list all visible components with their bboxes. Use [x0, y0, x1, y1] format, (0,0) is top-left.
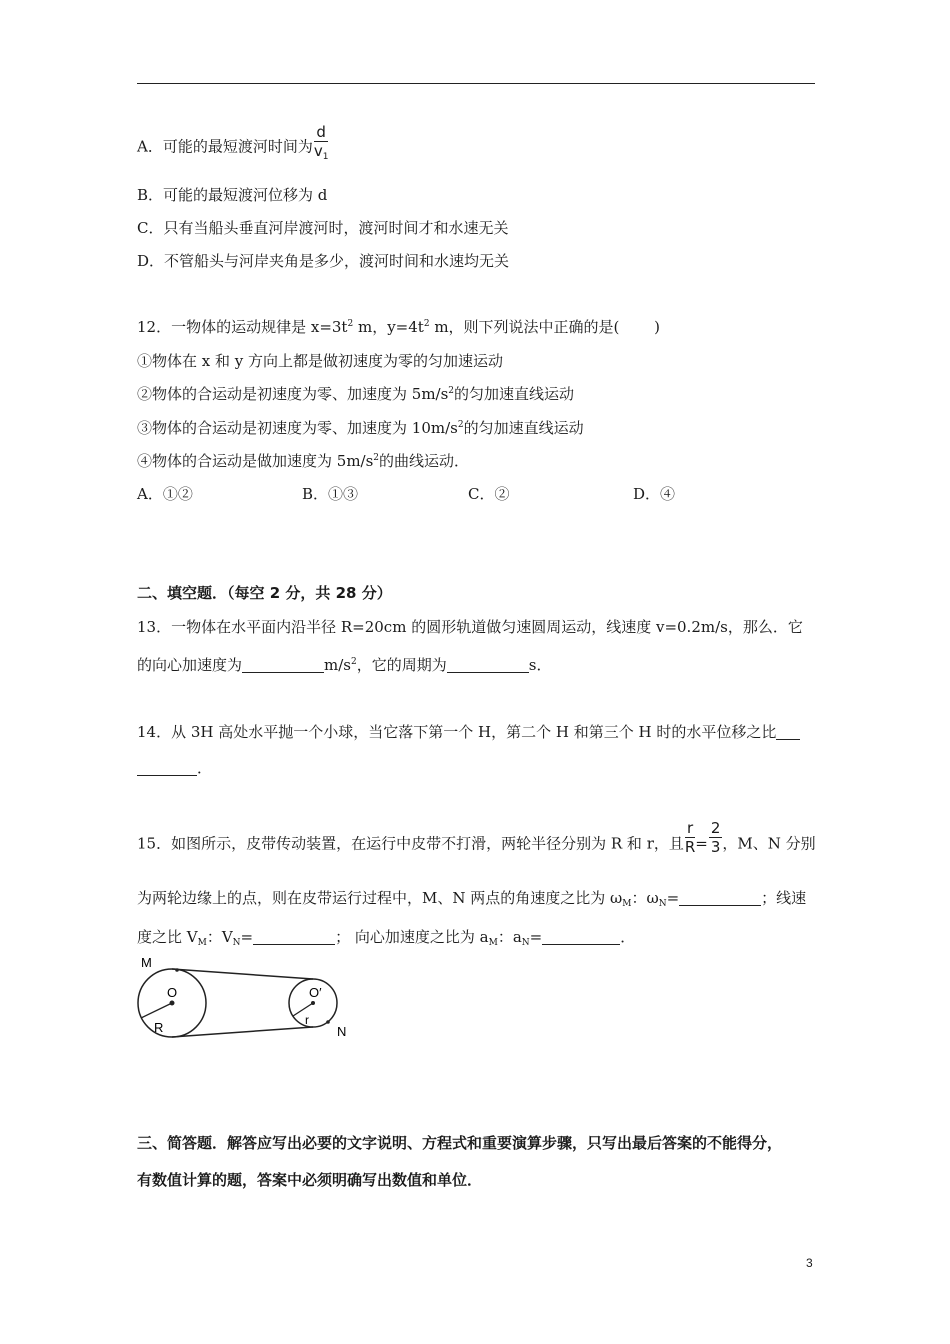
q12-s4-sup: 2	[373, 453, 380, 463]
center-O2-dot	[311, 1001, 315, 1005]
q12-statement-1: ①物体在 x 和 y 方向上都是做初速度为零的匀加速运动	[137, 352, 504, 370]
q15-colon: ：a	[497, 928, 522, 946]
q13-sup: 2	[351, 657, 357, 667]
point-M-dot	[175, 968, 179, 972]
q12-statement-2	[137, 384, 574, 404]
label-r: r	[305, 1013, 309, 1027]
radius-R-line	[141, 1003, 172, 1018]
fraction-2-over-3	[709, 819, 723, 856]
q12-s2-a: ②物体的合运动是初速度为零、加速度为 5m/s	[137, 385, 449, 403]
q12-option-d: D．④	[633, 485, 676, 503]
sub-M: M	[197, 938, 207, 948]
q12-s2-b: 的匀加速直线运动	[454, 385, 575, 403]
label-O: O	[167, 985, 178, 1000]
q11-option-d: D．不管船头与河岸夹角是多少，渡河时间和水速均无关	[137, 252, 510, 270]
answer-blank[interactable]	[253, 929, 335, 945]
q15-colon: ：V	[206, 928, 233, 946]
q15-line-1	[137, 819, 816, 856]
q12-stem	[137, 317, 660, 337]
label-M: M	[141, 955, 152, 970]
sub-M: M	[488, 938, 498, 948]
radius-r-line	[293, 1003, 313, 1016]
q12-stem-c: m，则下列说法中正确的是( )	[429, 318, 661, 336]
section-3-line-1: 三、简答题．解答应写出必要的文字说明、方程式和重要演算步骤，只写出最后答案的不能得分，	[137, 1134, 783, 1152]
page-number: 3	[806, 1256, 813, 1270]
frac-3: 3	[710, 838, 721, 856]
frac-den-sub: 1	[322, 152, 329, 162]
label-O-prime: O′	[309, 985, 322, 1000]
point-N-dot	[326, 1020, 330, 1024]
q15-eq: =	[666, 889, 680, 907]
q12-s2-sup: 2	[448, 386, 455, 396]
q15-colon: ：ω	[631, 889, 659, 907]
q12-option-c: C．②	[468, 485, 510, 503]
answer-blank[interactable]	[679, 890, 761, 906]
frac-denominator	[314, 142, 329, 160]
frac-den-v: v	[313, 142, 323, 160]
section-3-line-2: 有数值计算的题，答案中必须明确写出数值和单位．	[137, 1171, 483, 1189]
answer-blank[interactable]	[137, 760, 197, 776]
q12-option-a: A．①②	[137, 485, 193, 503]
belt-drive-diagram	[130, 952, 360, 1047]
answer-blank[interactable]	[447, 657, 529, 673]
q15-line1-b: ，M、N 分别	[722, 834, 816, 853]
q15-eq: =	[240, 928, 254, 946]
q14-line-2	[137, 758, 212, 778]
sub-M: M	[622, 899, 632, 909]
q14-line1-text: 14．从 3H 高处水平抛一个小球，当它落下第一个 H，第二个 H 和第三个 H 时的水平位移之比	[137, 723, 777, 741]
q13-line-1: 13．一物体在水平面内沿半径 R=20cm 的圆形轨道做匀速圆周运动，线速度 v=0.2m/s，那么．它	[137, 618, 803, 636]
section-2-heading: 二、填空题．（每空 2 分，共 28 分）	[137, 584, 392, 602]
label-R: R	[154, 1020, 164, 1035]
sub-N: N	[521, 938, 530, 948]
header-rule	[137, 83, 815, 84]
q15-line3-a: 度之比 V	[137, 928, 198, 946]
q13-line2-d: s．	[528, 656, 552, 674]
frac-r: r	[685, 819, 695, 838]
answer-blank[interactable]	[242, 657, 324, 673]
q13-line2-a: 的向心加速度为	[137, 656, 243, 674]
q12-s3-a: ③物体的合运动是初速度为零、加速度为 10m/s	[137, 419, 458, 437]
answer-blank[interactable]	[776, 724, 800, 740]
fraction-r-over-R	[685, 819, 695, 856]
q15-line-2	[137, 888, 806, 908]
q12-sup2: 2	[423, 319, 430, 329]
frac-2: 2	[710, 819, 721, 837]
q12-stem-b: m，y=4t	[353, 318, 424, 336]
q13-line-2	[137, 655, 551, 675]
q12-statement-3	[137, 418, 584, 438]
q14-line-1	[137, 722, 800, 742]
q15-line-3	[137, 927, 635, 947]
q14-line2-end: ．	[197, 759, 213, 777]
q13-line2-c: ，它的周期为	[356, 656, 447, 674]
q11-option-a	[137, 123, 329, 162]
q15-equals: =	[695, 834, 708, 853]
answer-blank[interactable]	[542, 929, 620, 945]
frac-numerator: d	[314, 123, 329, 142]
q15-eq: =	[529, 928, 543, 946]
q15-line3-end: ．	[620, 928, 636, 946]
q12-statement-4	[137, 451, 469, 471]
q15-line2-b: ；线速	[761, 889, 807, 907]
label-N: N	[337, 1024, 347, 1039]
q12-s3-sup: 2	[457, 420, 464, 430]
q12-s4-b: 的曲线运动．	[379, 452, 470, 470]
q15-line1-a: 15．如图所示，皮带传动装置，在运行中皮带不打滑，两轮半径分别为 R 和 r，且	[137, 834, 684, 853]
belt-bottom	[172, 1027, 313, 1037]
q11-option-b: B．可能的最短渡河位移为 d	[137, 186, 328, 204]
belt-top	[172, 969, 313, 979]
q12-s4-a: ④物体的合运动是做加速度为 5m/s	[137, 452, 374, 470]
q15-line3-b: ； 向心加速度之比为 a	[335, 928, 489, 946]
frac-R: R	[684, 838, 696, 856]
q12-option-b: B．①③	[302, 485, 359, 503]
sub-N: N	[232, 938, 241, 948]
q12-sup1: 2	[347, 319, 354, 329]
center-O-dot	[170, 1001, 175, 1006]
q11-option-c: C．只有当船头垂直河岸渡河时，渡河时间才和水速无关	[137, 219, 509, 237]
fraction-d-over-v1	[314, 123, 329, 160]
q12-s3-b: 的匀加速直线运动	[463, 419, 584, 437]
q11-option-a-text: A．可能的最短渡河时间为	[137, 137, 313, 156]
q13-line2-b: m/s	[324, 656, 351, 674]
sub-N: N	[658, 899, 667, 909]
q12-stem-a: 12．一物体的运动规律是 x=3t	[137, 318, 348, 336]
q15-line2-a: 为两轮边缘上的点，则在皮带运行过程中，M、N 两点的角速度之比为 ω	[137, 889, 623, 907]
